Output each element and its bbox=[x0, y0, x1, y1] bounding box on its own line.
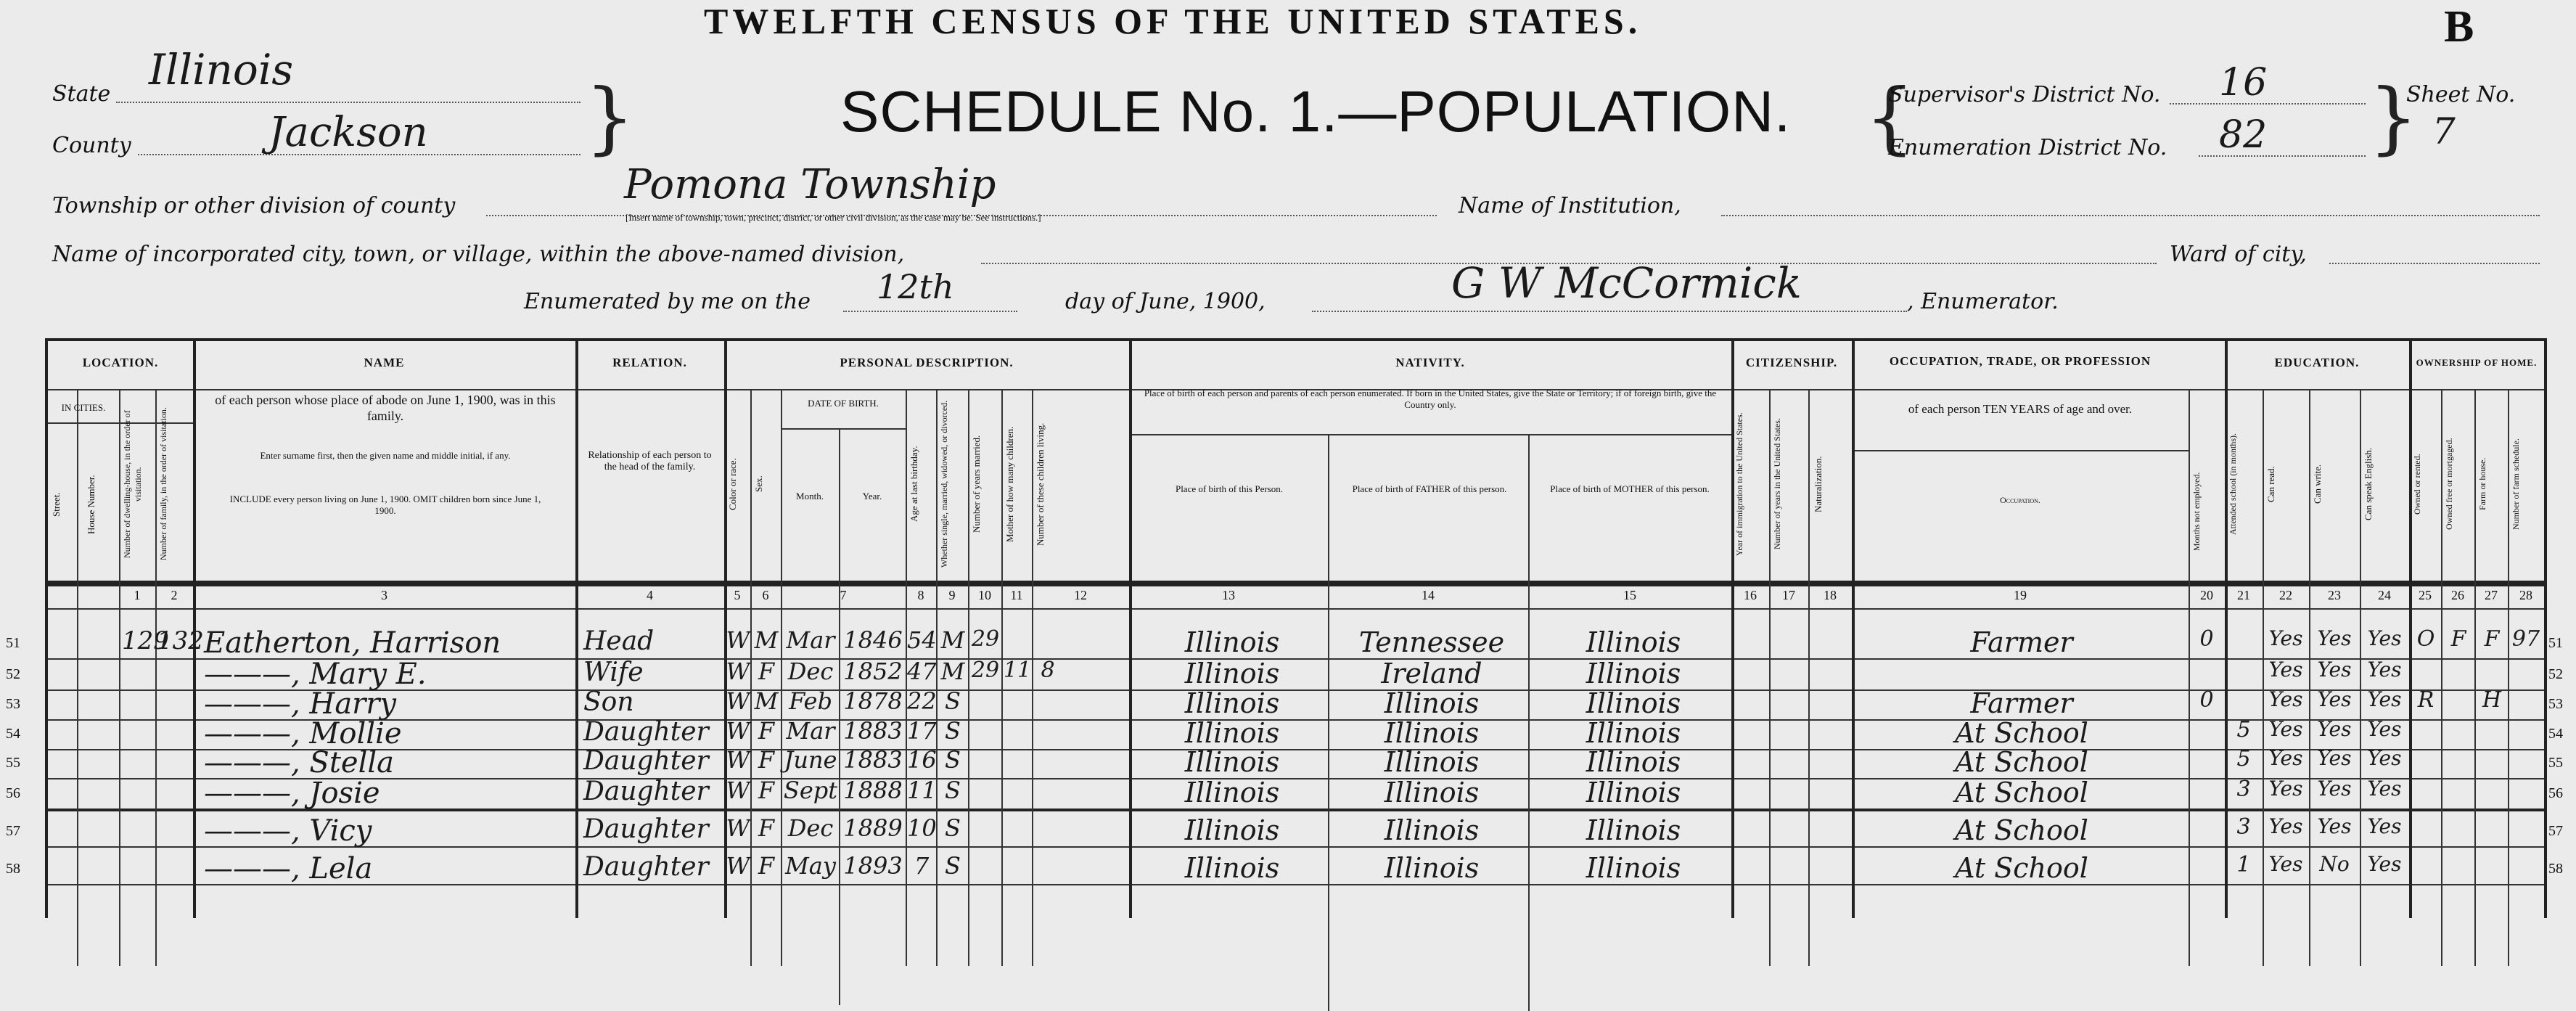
cell-read: Yes bbox=[2268, 814, 2303, 838]
right-brace-right: } bbox=[2368, 73, 2419, 163]
cell-marital: S bbox=[945, 746, 961, 774]
cell-month: Mar bbox=[786, 626, 835, 654]
cell-occupation: At School bbox=[1955, 746, 2088, 778]
line-number-left: 54 bbox=[6, 726, 20, 742]
county-label: County bbox=[52, 133, 131, 158]
cell-color: W bbox=[726, 626, 750, 654]
birth-mother-header: Place of birth of MOTHER of this person. bbox=[1550, 483, 1710, 494]
cell-sex: F bbox=[758, 814, 775, 842]
color-header: Color or race. bbox=[727, 458, 738, 510]
cell-name: ———, Lela bbox=[204, 852, 373, 885]
cell-occupation: At School bbox=[1955, 777, 2088, 809]
cell-father: Illinois bbox=[1384, 814, 1480, 846]
cell-marital: M bbox=[940, 626, 965, 654]
marital-header: Whether single, married, widowed, or divorced. bbox=[939, 400, 949, 568]
cell-relation: Wife bbox=[583, 658, 644, 687]
nativity-header: NATIVITY. bbox=[1395, 356, 1465, 369]
cell-read: Yes bbox=[2268, 658, 2303, 681]
column-number-bottom-line bbox=[48, 608, 2544, 610]
cell-sex: F bbox=[758, 717, 775, 745]
cell-mother: Illinois bbox=[1586, 626, 1681, 658]
cell-unemployed: 0 bbox=[2199, 626, 2214, 652]
nativity-desc: Place of birth of each person and parents of each person enumerated. If born in the United States, give the State or Territory; if of foreign birth, give the Country only. bbox=[1144, 388, 1717, 410]
mother-of-header: Mother of how many children. bbox=[1004, 426, 1015, 542]
cell-occupation: At School bbox=[1955, 717, 2088, 749]
personal-header: PERSONAL DESCRIPTION. bbox=[840, 356, 1014, 369]
cell-year: 1883 bbox=[843, 746, 903, 774]
cell-school: 3 bbox=[2236, 777, 2251, 802]
cell-read: Yes bbox=[2268, 777, 2303, 801]
cell-birth: Illinois bbox=[1184, 626, 1280, 658]
cell-month: June bbox=[784, 746, 837, 774]
cell-relation: Daughter bbox=[583, 852, 709, 882]
col-num: 28 bbox=[2519, 588, 2532, 602]
citizenship-header: CITIZENSHIP. bbox=[1745, 356, 1838, 369]
birth-father-header: Place of birth of FATHER of this person. bbox=[1352, 483, 1507, 494]
cell-mother: Illinois bbox=[1586, 814, 1681, 846]
enumerated-month: day of June, 1900, bbox=[1065, 289, 1266, 314]
cell-marital: S bbox=[945, 717, 961, 745]
cell-farm: H bbox=[2482, 687, 2502, 713]
cell-name: ———, Josie bbox=[204, 777, 380, 810]
ward-field bbox=[2329, 263, 2540, 264]
col-num: 27 bbox=[2485, 588, 2498, 602]
cell-color: W bbox=[726, 658, 750, 685]
cell-marital: S bbox=[945, 687, 961, 715]
cell-unemployed: 0 bbox=[2199, 687, 2214, 713]
cell-father: Illinois bbox=[1384, 746, 1480, 778]
left-brace: } bbox=[585, 73, 635, 163]
cell-year: 1889 bbox=[843, 814, 903, 842]
cell-birth: Illinois bbox=[1184, 777, 1280, 809]
cell-read: Yes bbox=[2268, 717, 2303, 741]
cell-father: Tennessee bbox=[1358, 626, 1505, 658]
name-instr-2: INCLUDE every person living on June 1, 1900. OMIT children born since June 1, 1900. bbox=[229, 494, 541, 516]
cell-month: Sept bbox=[783, 777, 838, 804]
enumeration-label: Enumeration District No. bbox=[1888, 135, 2167, 160]
line-number-right: 56 bbox=[2548, 785, 2563, 801]
cell-age: 54 bbox=[907, 626, 937, 654]
cell-father: Illinois bbox=[1384, 777, 1480, 809]
cell-birth: Illinois bbox=[1184, 746, 1280, 778]
cell-color: W bbox=[726, 814, 750, 842]
english-header: Can speak English. bbox=[2363, 448, 2374, 521]
cell-write: Yes bbox=[2317, 746, 2352, 770]
cell-read: Yes bbox=[2268, 746, 2303, 770]
cell-english: Yes bbox=[2367, 746, 2402, 770]
cell-age: 7 bbox=[914, 852, 930, 880]
col-num: 14 bbox=[1422, 588, 1435, 602]
col-num: 20 bbox=[2200, 588, 2213, 602]
cell-occupation: Farmer bbox=[1970, 687, 2073, 719]
years-us-header: Number of years in the United States. bbox=[1772, 418, 1782, 550]
line-number-left: 57 bbox=[6, 823, 20, 839]
supervisor-value: 16 bbox=[2219, 61, 2268, 105]
cell-sex: F bbox=[758, 852, 775, 880]
cell-age: 10 bbox=[907, 814, 937, 842]
cell-school: 1 bbox=[2236, 852, 2251, 877]
cell-sex: F bbox=[758, 658, 775, 685]
cell-color: W bbox=[726, 777, 750, 804]
col-num: 18 bbox=[1824, 588, 1837, 602]
line-number-left: 58 bbox=[6, 861, 20, 877]
col-num: 11 bbox=[1010, 588, 1023, 602]
cell-month: May bbox=[785, 852, 836, 880]
cell-owned: R bbox=[2417, 687, 2435, 713]
years-married-header: Number of years married. bbox=[971, 435, 982, 533]
township-label: Township or other division of county bbox=[52, 193, 456, 218]
cell-birth: Illinois bbox=[1184, 852, 1280, 884]
cell-marital: S bbox=[945, 777, 961, 804]
col-num: 5 bbox=[734, 588, 741, 602]
cell-age: 47 bbox=[907, 658, 937, 685]
cell-write: Yes bbox=[2317, 717, 2352, 741]
cell-farm: F bbox=[2484, 626, 2500, 652]
street-header: Street. bbox=[51, 492, 62, 517]
year-header: Year. bbox=[862, 491, 882, 502]
cell-marital: M bbox=[940, 658, 965, 685]
col-num: 26 bbox=[2451, 588, 2464, 602]
cell-write: Yes bbox=[2317, 626, 2352, 650]
line-number-right: 58 bbox=[2548, 861, 2563, 877]
cell-family: 132 bbox=[157, 626, 204, 655]
enumerator-name: G W McCormick bbox=[1451, 258, 1802, 308]
cell-sex: F bbox=[758, 777, 775, 804]
line-number-left: 55 bbox=[6, 755, 20, 771]
cell-father: Illinois bbox=[1384, 717, 1480, 749]
dob-header: DATE OF BIRTH. bbox=[808, 398, 879, 409]
cell-relation: Daughter bbox=[583, 814, 709, 844]
supervisor-label: Supervisor's District No. bbox=[1888, 82, 2161, 107]
col-num: 16 bbox=[1744, 588, 1757, 602]
birth-person-header: Place of birth of this Person. bbox=[1175, 483, 1284, 494]
col-num: 17 bbox=[1782, 588, 1795, 602]
occupation-desc: of each person TEN YEARS of age and over. bbox=[1908, 402, 2133, 416]
relation-header: RELATION. bbox=[612, 356, 687, 369]
col-num: 1 bbox=[134, 588, 141, 602]
census-title: TWELFTH CENSUS OF THE UNITED STATES. bbox=[704, 1, 1642, 41]
line-number-right: 53 bbox=[2548, 696, 2563, 712]
cell-occupation: At School bbox=[1955, 852, 2088, 884]
age-header: Age at last birthday. bbox=[908, 446, 919, 523]
free-header: Owned free or mortgaged. bbox=[2444, 438, 2454, 531]
cell-father: Illinois bbox=[1384, 687, 1480, 719]
cell-birth: Illinois bbox=[1184, 717, 1280, 749]
cell-year: 1883 bbox=[843, 717, 903, 745]
cell-mother: Illinois bbox=[1586, 746, 1681, 778]
school-header: Attended school (in months). bbox=[2228, 433, 2238, 535]
col-num: 9 bbox=[948, 588, 956, 602]
cell-age: 17 bbox=[907, 717, 937, 745]
enumerated-label: Enumerated by me on the bbox=[524, 289, 811, 314]
cell-write: Yes bbox=[2317, 777, 2352, 801]
line-number-left: 53 bbox=[6, 696, 20, 712]
cell-relation: Son bbox=[583, 687, 634, 717]
owned-header: Owned or rented. bbox=[2412, 454, 2422, 515]
write-header: Can write. bbox=[2312, 464, 2323, 504]
cell-school: 5 bbox=[2236, 717, 2251, 742]
right-brace-left: { bbox=[1865, 73, 1915, 163]
cell-english: Yes bbox=[2367, 687, 2402, 711]
farm-header: Farm or house. bbox=[2477, 457, 2487, 511]
cell-years-married: 29 bbox=[971, 658, 1000, 683]
supervisor-field bbox=[2170, 103, 2366, 105]
dob-line bbox=[781, 428, 906, 430]
cell-name: Eatherton, Harrison bbox=[204, 626, 501, 660]
schedule-header: Number of farm schedule. bbox=[2511, 438, 2521, 530]
cell-father: Illinois bbox=[1384, 852, 1480, 884]
col-num: 24 bbox=[2378, 588, 2391, 602]
ward-label: Ward of city, bbox=[2170, 242, 2307, 267]
township-note: [Insert name of township, town, precinct, district, or other civil division, as the case may be. See instructions.] bbox=[625, 212, 1041, 223]
cell-relation: Daughter bbox=[583, 717, 709, 747]
cell-year: 1878 bbox=[843, 687, 903, 715]
cell-color: W bbox=[726, 852, 750, 880]
cell-write: Yes bbox=[2317, 687, 2352, 711]
cell-relation: Daughter bbox=[583, 746, 709, 776]
cell-month: Dec bbox=[787, 658, 834, 685]
state-field bbox=[116, 102, 581, 103]
column-number-top-line-2 bbox=[48, 584, 2544, 586]
cell-color: W bbox=[726, 717, 750, 745]
cell-english: Yes bbox=[2367, 626, 2402, 650]
census-table bbox=[45, 338, 2547, 918]
cell-sex: M bbox=[754, 687, 779, 715]
cell-month: Dec bbox=[787, 814, 834, 842]
col-num: 15 bbox=[1623, 588, 1636, 602]
nativity-sub-line bbox=[1129, 434, 1731, 435]
name-header: NAME bbox=[364, 356, 405, 369]
col-num: 7 bbox=[840, 588, 847, 602]
line-number-right: 52 bbox=[2548, 666, 2563, 682]
institution-field bbox=[1721, 215, 2540, 216]
cell-read: Yes bbox=[2268, 852, 2303, 876]
cell-occupation: At School bbox=[1955, 814, 2088, 846]
cell-read: Yes bbox=[2268, 626, 2303, 650]
col-num: 8 bbox=[917, 588, 924, 602]
cell-marital: S bbox=[945, 814, 961, 842]
cell-birth: Illinois bbox=[1184, 687, 1280, 719]
cell-name: ———, Mary E. bbox=[204, 658, 427, 691]
cell-relation: Daughter bbox=[583, 777, 709, 806]
sheet-label: Sheet No. bbox=[2406, 82, 2516, 107]
cell-schedule: 97 bbox=[2511, 626, 2540, 652]
cell-living: 8 bbox=[1041, 658, 1055, 683]
cell-free: F bbox=[2450, 626, 2466, 652]
col-num: 6 bbox=[762, 588, 769, 602]
cell-marital: S bbox=[945, 852, 961, 880]
cell-english: Yes bbox=[2367, 717, 2402, 741]
cell-name: ———, Stella bbox=[204, 746, 395, 779]
children-living-header: Number of these children living. bbox=[1035, 422, 1046, 546]
cell-write: Yes bbox=[2317, 814, 2352, 838]
line-number-right: 51 bbox=[2548, 635, 2563, 651]
house-number-header: House Number. bbox=[86, 475, 97, 534]
relation-desc: Relationship of each person to the head of the family. bbox=[588, 450, 712, 472]
cell-write: Yes bbox=[2317, 658, 2352, 681]
cell-english: Yes bbox=[2367, 814, 2402, 838]
cell-father: Ireland bbox=[1381, 658, 1482, 689]
enumerated-day-field bbox=[843, 311, 1017, 312]
line-number-left: 56 bbox=[6, 785, 20, 801]
col-num: 12 bbox=[1074, 588, 1087, 602]
cell-birth: Illinois bbox=[1184, 814, 1280, 846]
read-header: Can read. bbox=[2265, 466, 2276, 502]
education-header: EDUCATION. bbox=[2274, 356, 2360, 369]
sheet-letter: B bbox=[2444, 2, 2474, 52]
line-number-left: 52 bbox=[6, 666, 20, 682]
cell-name: ———, Harry bbox=[204, 687, 396, 721]
col-num: 25 bbox=[2419, 588, 2432, 602]
occupation-sub-line bbox=[1852, 450, 2189, 451]
cell-english: Yes bbox=[2367, 852, 2402, 876]
cell-year: 1852 bbox=[843, 658, 903, 685]
cell-mother: Illinois bbox=[1586, 852, 1681, 884]
cell-write: No bbox=[2319, 852, 2350, 876]
col-num: 22 bbox=[2279, 588, 2292, 602]
line-number-right: 54 bbox=[2548, 726, 2563, 742]
cell-school: 5 bbox=[2236, 746, 2251, 771]
cell-mother: Illinois bbox=[1586, 687, 1681, 719]
cell-occupation: Farmer bbox=[1970, 626, 2073, 658]
institution-label: Name of Institution, bbox=[1459, 193, 1681, 218]
cell-school: 3 bbox=[2236, 814, 2251, 840]
in-cities-header: IN CITIES. bbox=[61, 402, 106, 413]
cell-sex: M bbox=[754, 626, 779, 654]
occupation-header: OCCUPATION, TRADE, OR PROFESSION bbox=[1889, 354, 2152, 368]
cell-age: 16 bbox=[907, 746, 937, 774]
cell-year: 1893 bbox=[843, 852, 903, 880]
cell-month: Feb bbox=[789, 687, 832, 715]
col-num: 10 bbox=[978, 588, 991, 602]
month-header: Month. bbox=[796, 491, 824, 502]
county-value: Jackson bbox=[268, 109, 428, 156]
enumeration-value: 82 bbox=[2219, 113, 2268, 157]
line-number-right: 57 bbox=[2548, 823, 2563, 839]
enumerated-day: 12th bbox=[877, 267, 954, 306]
cell-read: Yes bbox=[2268, 687, 2303, 711]
cell-relation: Head bbox=[583, 626, 655, 656]
name-instr-1: Enter surname first, then the given name and middle initial, if any. bbox=[260, 450, 511, 461]
cell-dwelling: 129 bbox=[122, 626, 169, 655]
months-unemployed-header: Months not employed. bbox=[2191, 472, 2202, 552]
naturalization-header: Naturalization. bbox=[1813, 456, 1824, 512]
col-num: 23 bbox=[2328, 588, 2341, 602]
township-value: Pomona Township bbox=[624, 161, 996, 208]
cell-month: Mar bbox=[786, 717, 835, 745]
line-number-left: 51 bbox=[6, 635, 20, 651]
name-desc: of each person whose place of abode on June 1, 1900, was in this family. bbox=[215, 393, 556, 423]
cell-years-married: 29 bbox=[971, 626, 1000, 652]
schedule-title: SCHEDULE No. 1.—POPULATION. bbox=[840, 79, 1792, 144]
cell-year: 1846 bbox=[843, 626, 903, 654]
occupation-sub: Occupation. bbox=[2000, 495, 2040, 505]
cell-owned: O bbox=[2416, 626, 2435, 652]
sex-header: Sex. bbox=[753, 475, 764, 493]
cell-mother: Illinois bbox=[1586, 658, 1681, 689]
cell-color: W bbox=[726, 687, 750, 715]
col-num: 21 bbox=[2237, 588, 2250, 602]
sheet-value: 7 bbox=[2432, 110, 2456, 152]
cell-mother-of: 11 bbox=[1003, 658, 1032, 683]
cell-name: ———, Mollie bbox=[204, 717, 402, 750]
cell-sex: F bbox=[758, 746, 775, 774]
cell-english: Yes bbox=[2367, 777, 2402, 801]
cell-mother: Illinois bbox=[1586, 777, 1681, 809]
cell-english: Yes bbox=[2367, 658, 2402, 681]
dwelling-header: Number of dwelling-house, in the order of visitation. bbox=[122, 410, 143, 558]
cell-age: 22 bbox=[907, 687, 937, 715]
cell-age: 11 bbox=[907, 777, 937, 804]
enumerator-field bbox=[1312, 311, 1907, 312]
col-num: 19 bbox=[2014, 588, 2027, 602]
city-label: Name of incorporated city, town, or village, within the above-named division, bbox=[52, 242, 905, 267]
state-label: State bbox=[52, 81, 111, 107]
col-num: 4 bbox=[647, 588, 653, 602]
family-header: Number of family, in the order of visitation. bbox=[158, 407, 168, 561]
cell-name: ———, Vicy bbox=[204, 814, 372, 848]
col-num: 13 bbox=[1222, 588, 1235, 602]
ownership-header: OWNERSHIP OF HOME. bbox=[2416, 357, 2538, 368]
location-header: LOCATION. bbox=[82, 356, 159, 369]
cell-birth: Illinois bbox=[1184, 658, 1280, 689]
cell-year: 1888 bbox=[843, 777, 903, 804]
cell-mother: Illinois bbox=[1586, 717, 1681, 749]
immigration-header: Year of immigration to the United States. bbox=[1734, 412, 1744, 556]
col-num: 2 bbox=[171, 588, 178, 602]
enumerator-label: , Enumerator. bbox=[1907, 289, 2059, 314]
state-value: Illinois bbox=[149, 45, 294, 94]
line-number-right: 55 bbox=[2548, 755, 2563, 771]
col-num: 3 bbox=[381, 588, 387, 602]
cell-color: W bbox=[726, 746, 750, 774]
